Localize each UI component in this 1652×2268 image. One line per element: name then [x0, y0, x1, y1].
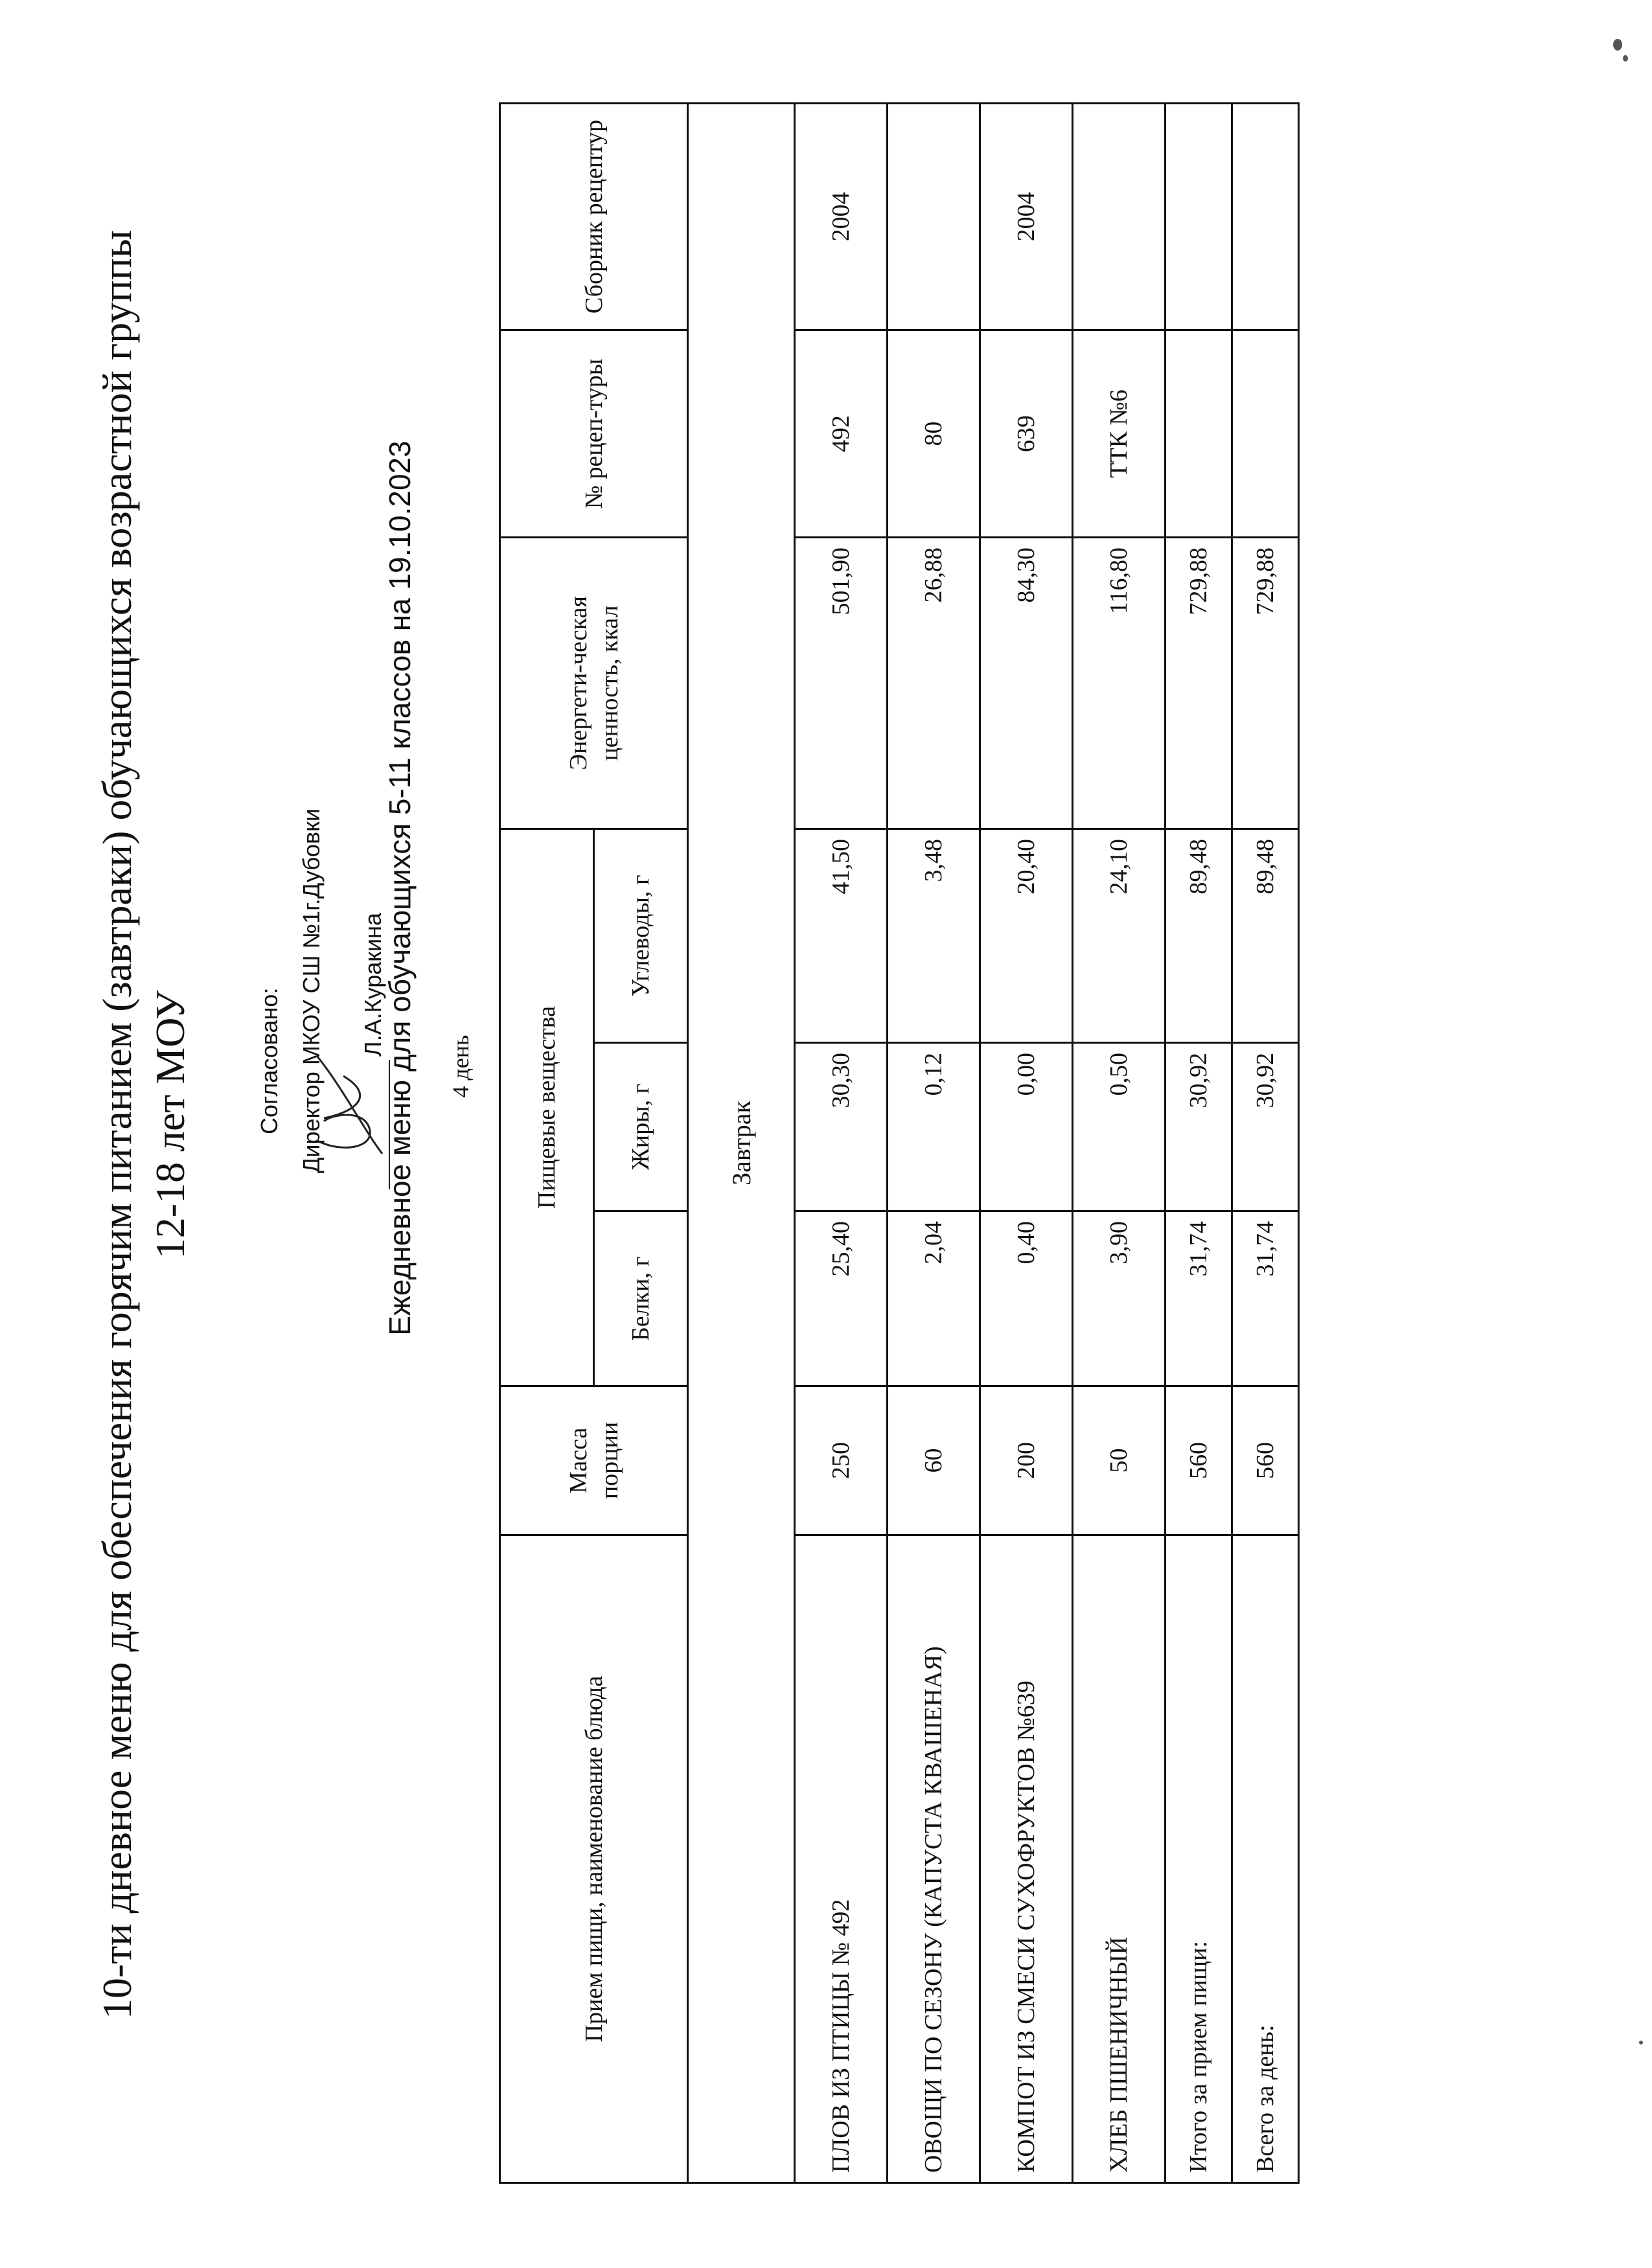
table-row [888, 103, 980, 2182]
dish-mass: 250 [795, 1386, 888, 1535]
dish-fat: 0,00 [980, 1043, 1073, 1211]
meal-total-carbs: 89,48 [1165, 829, 1232, 1042]
menu-table [499, 102, 1300, 2184]
dish-carbs: 20,40 [980, 829, 1073, 1042]
dish-name: ПЛОВ ИЗ ПТИЦЫ № 492 [795, 1535, 888, 2183]
meal-total-mass: 560 [1165, 1386, 1232, 1535]
header-collection: Сборник рецептур [500, 103, 688, 330]
dish-energy: 116,80 [1073, 537, 1165, 829]
dish-mass: 60 [888, 1386, 980, 1535]
header-recipe-no: № рецеп-туры [500, 330, 688, 537]
title-line-1: 10-ти дневное меню для обеспечения горячим питанием (завтраки) обучающихся возрастной группы [94, 230, 140, 2019]
day-total-collection-empty [1232, 103, 1299, 330]
dish-collection: 2004 [795, 103, 888, 330]
day-total-fat: 30,92 [1232, 1043, 1299, 1211]
day-total-protein: 31,74 [1232, 1211, 1299, 1386]
meal-total-recipe-empty [1165, 330, 1232, 537]
table-row [980, 103, 1073, 2182]
dish-recipe: 639 [980, 330, 1073, 537]
day-total-energy: 729,88 [1232, 537, 1299, 829]
meal-total-fat: 30,92 [1165, 1043, 1232, 1211]
header-energy: Энергети-ческая ценность, ккал [500, 537, 688, 829]
header-carbs: Углеводы, г [594, 829, 688, 1042]
day-total-mass: 560 [1232, 1386, 1299, 1535]
dish-recipe: 492 [795, 330, 888, 537]
dish-fat: 0,50 [1073, 1043, 1165, 1211]
meal-total-energy: 729,88 [1165, 537, 1232, 829]
meal-total-protein: 31,74 [1165, 1211, 1232, 1386]
dish-fat: 30,30 [795, 1043, 888, 1211]
meal-total-row [1165, 103, 1232, 2182]
approval-name: Л.А.Куракина [360, 912, 386, 1057]
dish-fat: 0,12 [888, 1043, 980, 1211]
dish-name: ОВОЩИ ПО СЕЗОНУ (КАПУСТА КВАШЕНАЯ) [888, 1535, 980, 2183]
menu-subtitle: Ежедневное меню для обучающихся 5-11 классов на 19.10.2023 [383, 441, 417, 1336]
dish-carbs: 3,48 [888, 829, 980, 1042]
dish-mass: 200 [980, 1386, 1073, 1535]
day-total-recipe-empty [1232, 330, 1299, 537]
dish-collection: 2004 [980, 103, 1073, 330]
dish-energy: 26,88 [888, 537, 980, 829]
dish-energy: 84,30 [980, 537, 1073, 829]
table-row [795, 103, 888, 2182]
dish-energy: 501,90 [795, 537, 888, 829]
header-meal: Прием пищи, наименование блюда [500, 1535, 688, 2183]
header-nutrients: Пищевые вещества [500, 829, 594, 1386]
section-title: Завтрак [688, 103, 795, 2182]
section-row [688, 103, 795, 2182]
meal-total-collection-empty [1165, 103, 1232, 330]
day-total-label: Всего за день: [1232, 1535, 1299, 2183]
title-line-2: 12-18 лет МОУ [147, 990, 193, 1259]
dish-mass: 50 [1073, 1386, 1165, 1535]
meal-total-label: Итого за прием пищи: [1165, 1535, 1232, 2183]
day-total-carbs: 89,48 [1232, 829, 1299, 1042]
dish-collection [1073, 103, 1165, 330]
dish-protein: 25,40 [795, 1211, 888, 1386]
scan-speck [1639, 2041, 1643, 2045]
table-header-row [500, 103, 594, 2182]
document-title [91, 72, 197, 2177]
dish-protein: 0,40 [980, 1211, 1073, 1386]
table-row [1073, 103, 1165, 2182]
dish-protein: 2,04 [888, 1211, 980, 1386]
header-fat: Жиры, г [594, 1043, 688, 1211]
header-mass: Масса порции [500, 1386, 688, 1535]
day-total-row [1232, 103, 1299, 2182]
signature-icon [304, 1050, 395, 1167]
dish-protein: 3,90 [1073, 1211, 1165, 1386]
dish-recipe: ТТК №6 [1073, 330, 1165, 537]
dish-recipe: 80 [888, 330, 980, 537]
day-label: 4 день [448, 1035, 474, 1098]
approval-label: Согласовано: [256, 987, 282, 1134]
scan-speck [1623, 55, 1628, 62]
scan-speck [1613, 39, 1622, 51]
approval-position: Директор МКОУ СШ №1г.Дубовки [298, 808, 325, 1173]
header-protein: Белки, г [594, 1211, 688, 1386]
dish-name: КОМПОТ ИЗ СМЕСИ СУХОФРУКТОВ №639 [980, 1535, 1073, 2183]
dish-carbs: 24,10 [1073, 829, 1165, 1042]
dish-name: ХЛЕБ ПШЕНИЧНЫЙ [1073, 1535, 1165, 2183]
dish-collection [888, 103, 980, 330]
dish-carbs: 41,50 [795, 829, 888, 1042]
